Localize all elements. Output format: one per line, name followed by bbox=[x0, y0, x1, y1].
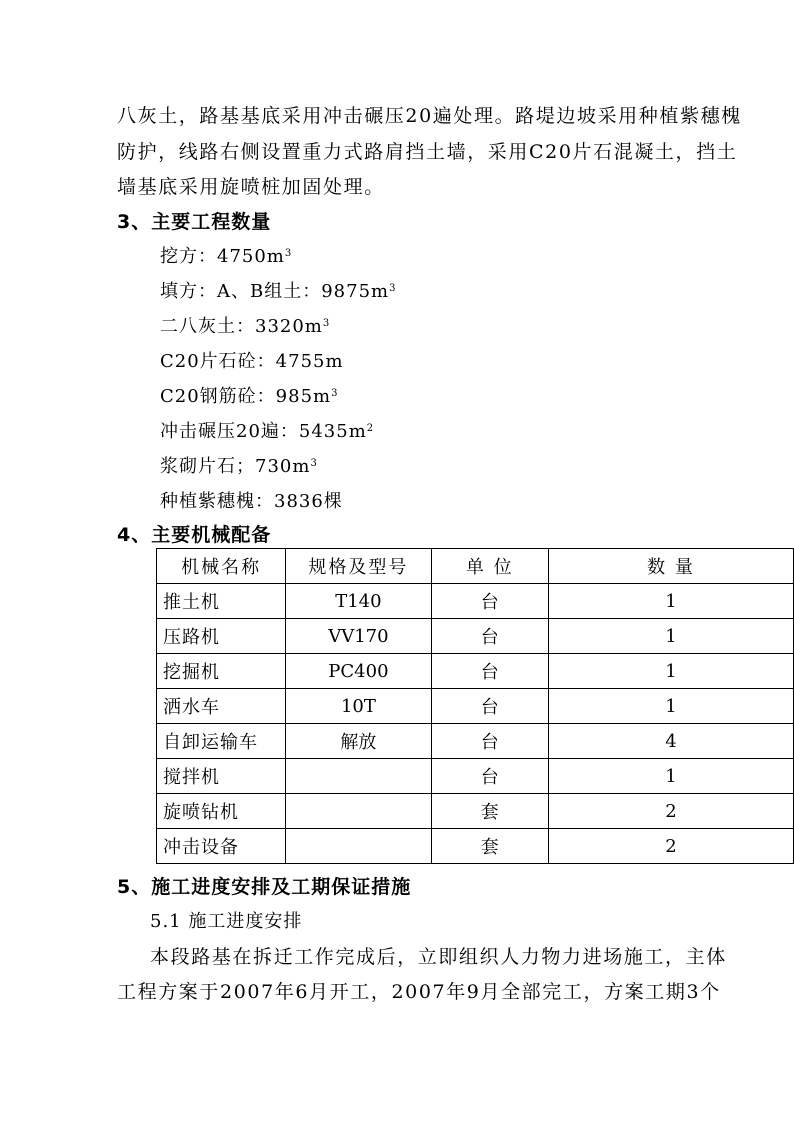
machine-name-cell: 冲击设备 bbox=[157, 829, 286, 864]
unit-cell: 台 bbox=[431, 584, 548, 619]
table-row bbox=[157, 584, 794, 619]
unit-cell: 台 bbox=[431, 689, 548, 724]
quantity-item: C20钢筋砼：$985m^3$ bbox=[160, 386, 339, 407]
model-cell bbox=[286, 794, 432, 829]
section-3-heading: 3、主要工程数量 bbox=[117, 211, 272, 233]
quantity-cell: 1 bbox=[548, 759, 793, 794]
machine-name-cell: 挖掘机 bbox=[157, 654, 286, 689]
subsection-5-1-title: 5.1 施工进度安排 bbox=[150, 911, 303, 932]
quantity-item: 填方：A、B组土：$9875m^3$ bbox=[160, 281, 397, 302]
quantity-item: 冲击碾压20遍：$5435m^2$ bbox=[160, 421, 375, 442]
intro-line-1: 八灰土，路基基底采用冲击碾压20遍处理。路堤边坡采用种植紫穗槐 bbox=[117, 105, 742, 127]
machinery-table bbox=[156, 548, 794, 864]
quantity-cell: 1 bbox=[548, 619, 793, 654]
model-cell: VV170 bbox=[286, 619, 432, 654]
quantity-cell: 2 bbox=[548, 829, 793, 864]
model-cell: 10T bbox=[286, 689, 432, 724]
header-cell: 数 量 bbox=[548, 549, 793, 584]
table-row bbox=[157, 794, 794, 829]
unit-cell: 套 bbox=[431, 829, 548, 864]
quantity-cell: 1 bbox=[548, 584, 793, 619]
quantity-item: 二八灰土：$3320m^3$ bbox=[160, 316, 331, 337]
quantity-cell: 1 bbox=[548, 654, 793, 689]
quantity-cell: 4 bbox=[548, 724, 793, 759]
section-4-heading: 4、主要机械配备 bbox=[117, 524, 272, 546]
table-header-row bbox=[157, 549, 794, 584]
machine-name-cell: 洒水车 bbox=[157, 689, 286, 724]
unit-cell: 台 bbox=[431, 759, 548, 794]
quantity-item: 浆砌片石；$730m^3$ bbox=[160, 456, 318, 477]
model-cell: T140 bbox=[286, 584, 432, 619]
unit-cell: 台 bbox=[431, 654, 548, 689]
unit-cell: 台 bbox=[431, 724, 548, 759]
machine-name-cell: 旋喷钻机 bbox=[157, 794, 286, 829]
model-cell: 解放 bbox=[286, 724, 432, 759]
section-5-heading: 5、施工进度安排及工期保证措施 bbox=[117, 876, 412, 898]
table-row bbox=[157, 724, 794, 759]
table-row bbox=[157, 759, 794, 794]
table-row bbox=[157, 689, 794, 724]
unit-cell: 台 bbox=[431, 619, 548, 654]
machine-name-cell: 自卸运输车 bbox=[157, 724, 286, 759]
machine-name-cell: 推土机 bbox=[157, 584, 286, 619]
unit-cell: 套 bbox=[431, 794, 548, 829]
machine-name-cell: 压路机 bbox=[157, 619, 286, 654]
quantity-item: 种植紫穗槐：3836棵 bbox=[160, 491, 343, 512]
machine-name-cell: 搅拌机 bbox=[157, 759, 286, 794]
intro-line-3: 墙基底采用旋喷桩加固处理。 bbox=[117, 176, 385, 198]
model-cell bbox=[286, 829, 432, 864]
model-cell: PC400 bbox=[286, 654, 432, 689]
quantity-cell: 1 bbox=[548, 689, 793, 724]
table-row bbox=[157, 829, 794, 864]
intro-line-2: 防护，线路右侧设置重力式路肩挡土墙，采用C20片石混凝土，挡土 bbox=[117, 141, 738, 163]
schedule-para-line-1: 本段路基在拆迁工作完成后，立即组织人力物力进场施工，主体 bbox=[150, 946, 727, 968]
quantity-item: 挖方：$4750m^3$ bbox=[160, 246, 293, 267]
header-cell: 机械名称 bbox=[157, 549, 286, 584]
quantity-item: C20片石砼：4755m bbox=[160, 351, 344, 372]
model-cell bbox=[286, 759, 432, 794]
table-row bbox=[157, 619, 794, 654]
header-cell: 单 位 bbox=[431, 549, 548, 584]
quantity-cell: 2 bbox=[548, 794, 793, 829]
table-row bbox=[157, 654, 794, 689]
schedule-para-line-2: 工程方案于2007年6月开工，2007年9月全部完工，方案工期3个 bbox=[117, 981, 721, 1003]
header-cell: 规格及型号 bbox=[286, 549, 432, 584]
